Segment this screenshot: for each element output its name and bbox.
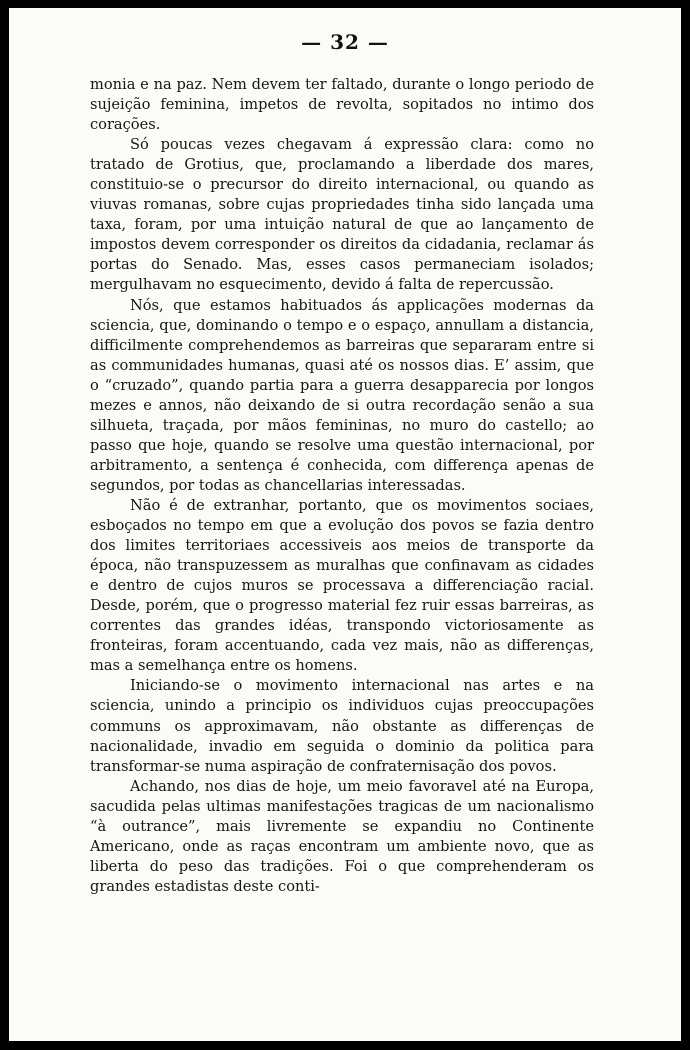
paragraph-6: Achando, nos dias de hoje, um meio favoravel até na Europa, sacudida pelas ultimas manifestações tragicas de um nacionalismo “à outrance”, mais livremente se expandiu no Continente Americano, onde as raças encontram um ambiente novo, que as liberta do peso das tradições. Foi o que comprehenderam os grandes estadistas deste conti- xyxy=(90,777,594,895)
paragraph-2: Só poucas vezes chegavam á expressão clara: como no tratado de Grotius, que, proclamando a liberdade dos mares, constituio-se o precursor do direito internacional, ou quando as viuvas romanas, sobre cujas propriedades tinha sido lançada uma taxa, foram, por uma intuição natural de que ao lançamento de impostos devem corresponder os direitos da cidadania, reclamar ás portas do Senado. Mas, esses casos permaneciam isolados; mergulhavam no esquecimento, devido á falta de repercussão. xyxy=(90,136,594,294)
paragraph-5: Iniciando-se o movimento internacional nas artes e na sciencia, unindo a principio os individuos cujas preoccupações communs os approximavam, não obstante as differenças de nacionalidade, invadio em seguida o dominio da politica para transformar-se numa aspiração de confraternisação dos povos. xyxy=(90,677,594,775)
page-number: — 32 — xyxy=(301,30,389,54)
paragraph-4: Não é de extranhar, portanto, que os movimentos sociaes, esboçados no tempo em que a evolução dos povos se fazia dentro dos limites territoriaes accessiveis aos meios de transporte da época, não transpuzessem as muralhas que confinavam as cidades e dentro de cujos muros se processava a differenciação racial. Desde, porém, que o progresso material fez ruir essas barreiras, as correntes das grandes idéas, transpondo victoriosamente as fronteiras, foram accentuando, cada vez mais, não as differenças, mas a semelhança entre os homens. xyxy=(90,496,594,675)
paragraph-3: Nós, que estamos habituados ás applicações modernas da sciencia, que, dominando o tempo e o espaço, annullam a distancia, difficilmente comprehendemos as barreiras que separaram entre si as communidades humanas, quasi até os nossos dias. E’ assim, que o “cruzado”, quando partia para a guerra desapparecia por longos mezes e annos, não deixando de si outra recordação senão a sua silhueta, traçada, por mãos femininas, no muro do castello; ao passo que hoje, quando se resolve uma questão internacional, por arbitramento, a sentença é conhecida, com differença apenas de segundos, por todas as chancellarias interessadas. xyxy=(90,296,594,494)
book-page xyxy=(9,8,681,1041)
paragraph-1: monia e na paz. Nem devem ter faltado, durante o longo periodo de sujeição feminina, impetos de revolta, sopitados no intimo dos corações. xyxy=(90,76,594,134)
page-body-text xyxy=(90,75,594,897)
